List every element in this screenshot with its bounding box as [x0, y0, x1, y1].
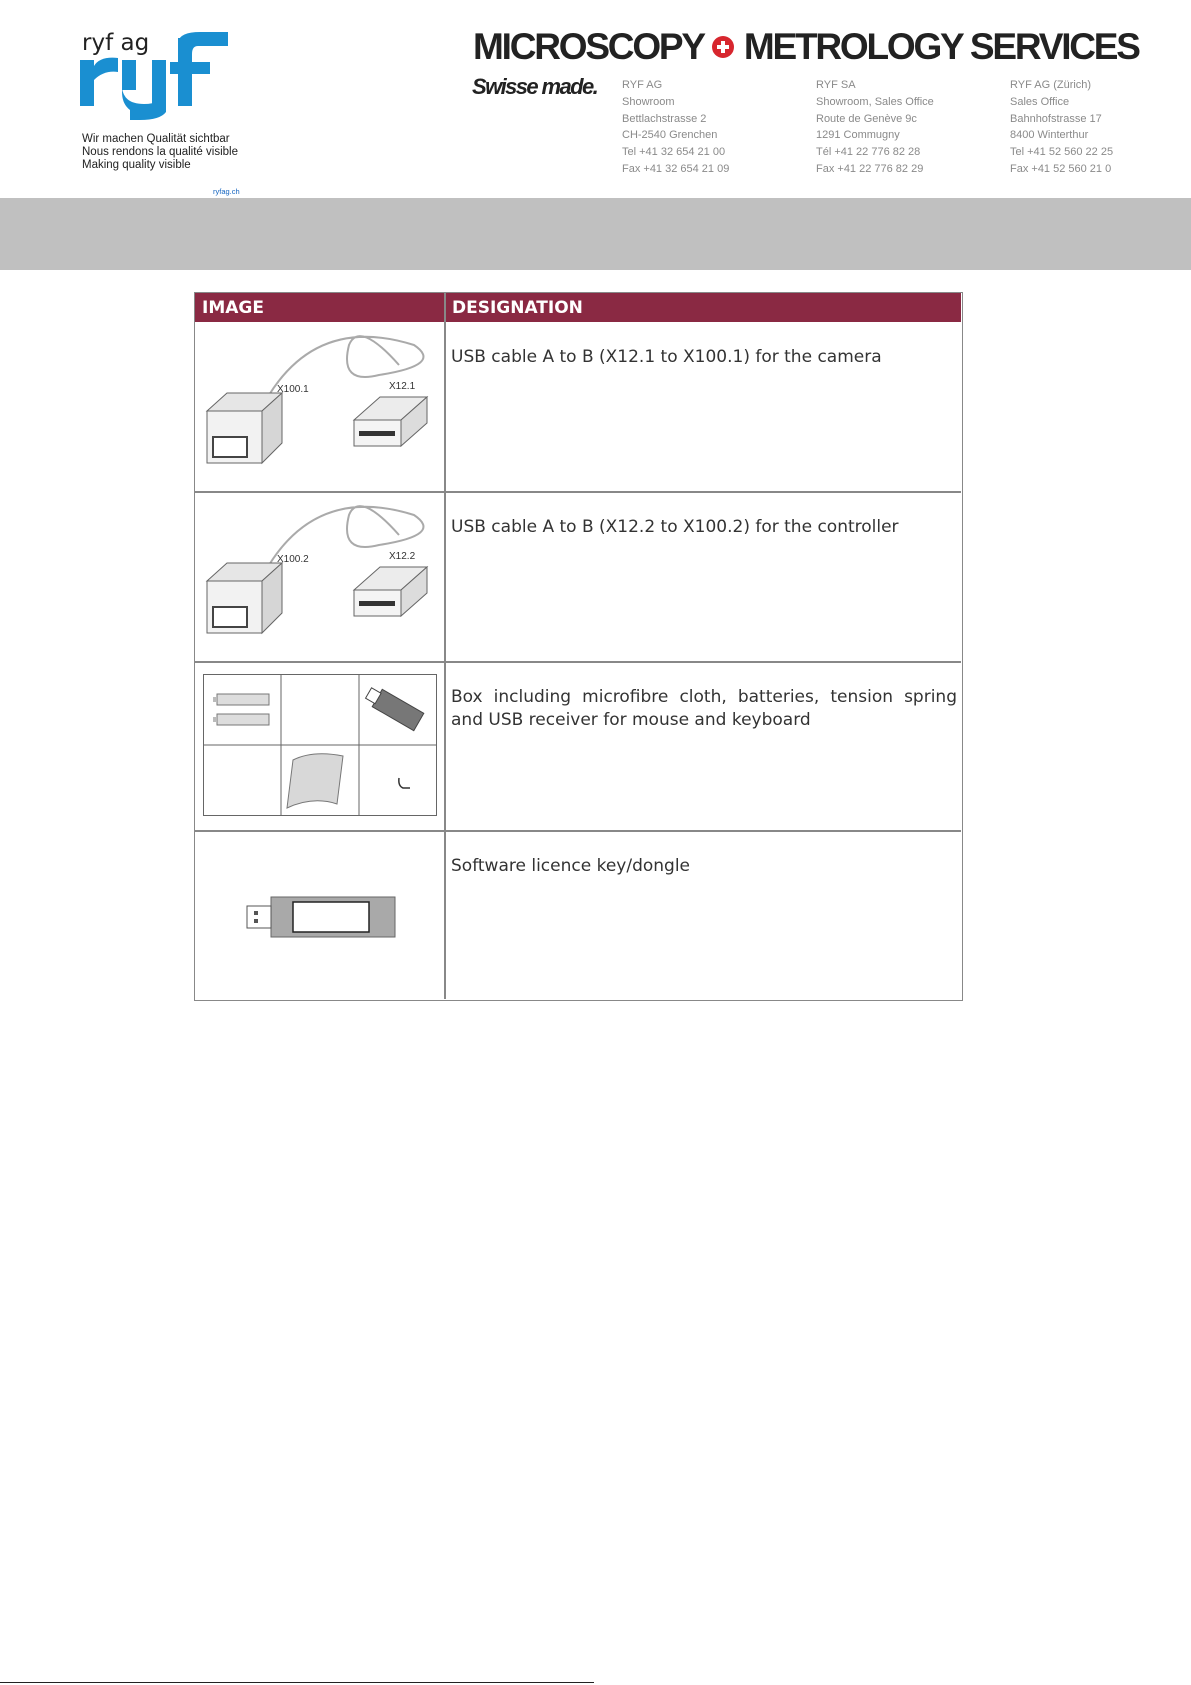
- row-divider: [195, 830, 961, 832]
- address-line: Showroom: [622, 95, 675, 108]
- address-line: Bettlachstrasse 2: [622, 112, 707, 125]
- address-line: Fax +41 32 654 21 09: [622, 162, 730, 175]
- address-commugny: [816, 77, 934, 178]
- label-x100-1: X100.1: [277, 384, 309, 395]
- tagline-en: Making quality visible: [82, 159, 191, 171]
- tagline-fr: Nous rendons la qualité visible: [82, 146, 238, 158]
- column-header-designation: DESIGNATION: [445, 293, 961, 322]
- row-3-designation: Box including microfibre cloth, batteries, tension spring and USB receiver for mouse and keyboard: [451, 687, 957, 730]
- microfibre-cloth-icon: [287, 754, 343, 808]
- dongle-icon: [243, 891, 403, 943]
- address-line: CH-2540 Grenchen: [622, 129, 718, 142]
- address-grenchen: [622, 77, 729, 178]
- swiss-made-label: Swisse made.: [472, 74, 598, 99]
- usb-cable-camera-icon: [199, 325, 439, 485]
- label-x100-2: X100.2: [277, 554, 309, 565]
- address-winterthur: [1010, 77, 1113, 178]
- row-1-designation: USB cable A to B (X12.1 to X100.1) for the camera: [451, 347, 882, 367]
- address-line: Fax +41 52 560 21 0: [1010, 162, 1112, 175]
- row-2-designation: USB cable A to B (X12.2 to X100.2) for the controller: [451, 517, 899, 537]
- usb-receiver-icon: [364, 684, 424, 730]
- website-link[interactable]: ryfag.ch: [213, 187, 240, 196]
- address-line: Sales Office: [1010, 95, 1070, 108]
- row-4-designation: Software licence key/dongle: [451, 856, 691, 876]
- address-line: Fax +41 22 776 82 29: [816, 162, 924, 175]
- label-x12-1: X12.1: [389, 381, 416, 392]
- address-line: 8400 Winterthur: [1010, 129, 1089, 142]
- accessory-box-icon: [203, 674, 439, 819]
- address-line: RYF AG (Zürich): [1010, 79, 1092, 91]
- swiss-cross-icon: [712, 36, 734, 58]
- address-line: Route de Genève 9c: [816, 112, 917, 125]
- tagline-de: Wir machen Qualität sichtbar: [82, 133, 230, 145]
- address-line: Tel +41 52 560 22 25: [1010, 146, 1114, 159]
- ryf-logo-icon: [80, 32, 230, 124]
- row-divider: [195, 491, 961, 493]
- address-line: Showroom, Sales Office: [816, 95, 934, 108]
- logo-wordmark: ryf ag: [82, 30, 150, 56]
- address-line: RYF SA: [816, 79, 856, 91]
- row-divider: [195, 661, 961, 663]
- address-line: Bahnhofstrasse 17: [1010, 112, 1102, 125]
- brand-left: MICROSCOPY: [473, 26, 704, 67]
- batteries-icon: [213, 694, 269, 725]
- footer-rule: [0, 1682, 594, 1683]
- address-line: Tél +41 22 776 82 28: [816, 146, 921, 159]
- address-line: RYF AG: [622, 79, 663, 91]
- address-line: 1291 Commugny: [816, 129, 900, 142]
- column-header-image: IMAGE: [195, 293, 445, 322]
- label-x12-2: X12.2: [389, 551, 416, 562]
- address-line: Tel +41 32 654 21 00: [622, 146, 726, 159]
- brand-headline: [473, 26, 1139, 68]
- brand-right: METROLOGY SERVICES: [743, 26, 1139, 67]
- header-band: [0, 198, 1191, 270]
- column-divider: [444, 293, 446, 999]
- tension-spring-icon: [399, 778, 410, 788]
- parts-table: [194, 292, 963, 1001]
- usb-cable-controller-icon: [199, 495, 439, 657]
